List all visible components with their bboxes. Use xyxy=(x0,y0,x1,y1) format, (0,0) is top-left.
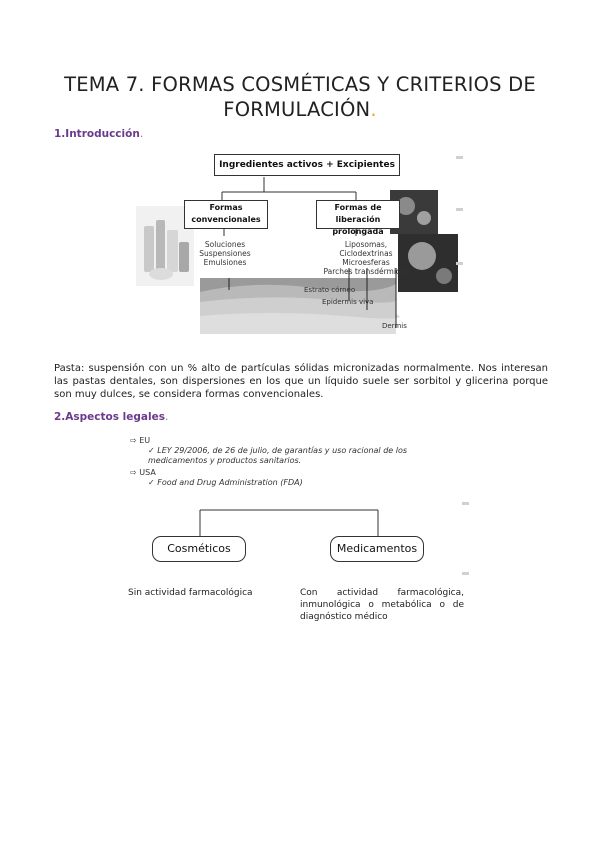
medicines-caption: Con actividad farmacológica, inmunológica o metabólica o de diagnóstico médico xyxy=(300,588,464,622)
usa-agency-text: Food and Drug Administration (FDA) xyxy=(157,478,303,487)
conventional-forms-list xyxy=(190,240,260,267)
medicines-box: Medicamentos xyxy=(330,536,424,562)
skin-label-dermis: Dermis xyxy=(382,322,407,330)
title-text: FORMULACIÓN xyxy=(223,98,371,121)
title-line-2 xyxy=(40,97,560,122)
conventional-forms-box: Formas convencionales xyxy=(184,200,268,229)
list-item: Soluciones xyxy=(204,240,246,249)
usa-row xyxy=(130,468,156,477)
list-item: Emulsiones xyxy=(203,258,247,267)
check-icon: ✓ xyxy=(148,446,155,455)
eu-law xyxy=(148,446,458,466)
section-heading-legal xyxy=(54,411,168,423)
prolonged-release-list xyxy=(318,240,414,276)
active-ingredients-box: Ingredientes activos + Excipientes xyxy=(214,154,400,176)
paste-paragraph: Pasta: suspensión con un % alto de partículas sólidas micronizadas normalmente. Nos interesan las pastas dentales, son dispersiones en los que un líquido suele ser sorbitol y glicerina porque son muy dulces, se considera formas convencionales. xyxy=(54,363,548,400)
heading-dot: . xyxy=(164,411,169,423)
title-line-1: TEMA 7. FORMAS COSMÉTICAS Y CRITERIOS DE xyxy=(64,73,536,96)
check-icon: ✓ xyxy=(148,478,155,487)
prolonged-release-box: Formas de liberación prolongada xyxy=(316,200,400,229)
legal-diagram xyxy=(124,432,474,632)
eu-row xyxy=(130,436,150,445)
skin-label-stratum: Estrato córneo xyxy=(304,286,356,294)
forms-diagram xyxy=(134,150,464,336)
cosmetics-box: Cosméticos xyxy=(152,536,246,562)
heading-dot: . xyxy=(139,128,144,140)
usa-label: USA xyxy=(139,468,156,477)
list-item: Suspensiones xyxy=(199,249,251,258)
page-title xyxy=(40,72,560,122)
title-dot: . xyxy=(370,98,377,121)
arrow-icon: ⇨ xyxy=(130,468,137,477)
usa-agency xyxy=(148,478,303,487)
list-item: Microesferas xyxy=(342,258,390,267)
list-item: Liposomas, Ciclodextrinas xyxy=(339,240,393,258)
section-heading-text: 2.Aspectos legales xyxy=(54,411,165,423)
eu-law-text: LEY 29/2006, de 26 de julio, de garantías y uso racional de los medicamentos y productos sanitarios. xyxy=(148,446,408,465)
eu-label: EU xyxy=(139,436,151,445)
section-heading-intro xyxy=(54,128,143,140)
skin-label-epidermis: Epidermis viva xyxy=(322,298,374,306)
list-item: Parches transdérmicos xyxy=(323,267,409,276)
diagram-graphics xyxy=(134,150,464,336)
section-heading-text: 1.Introducción xyxy=(54,128,140,140)
arrow-icon: ⇨ xyxy=(130,436,137,445)
cosmetics-caption: Sin actividad farmacológica xyxy=(128,588,253,598)
